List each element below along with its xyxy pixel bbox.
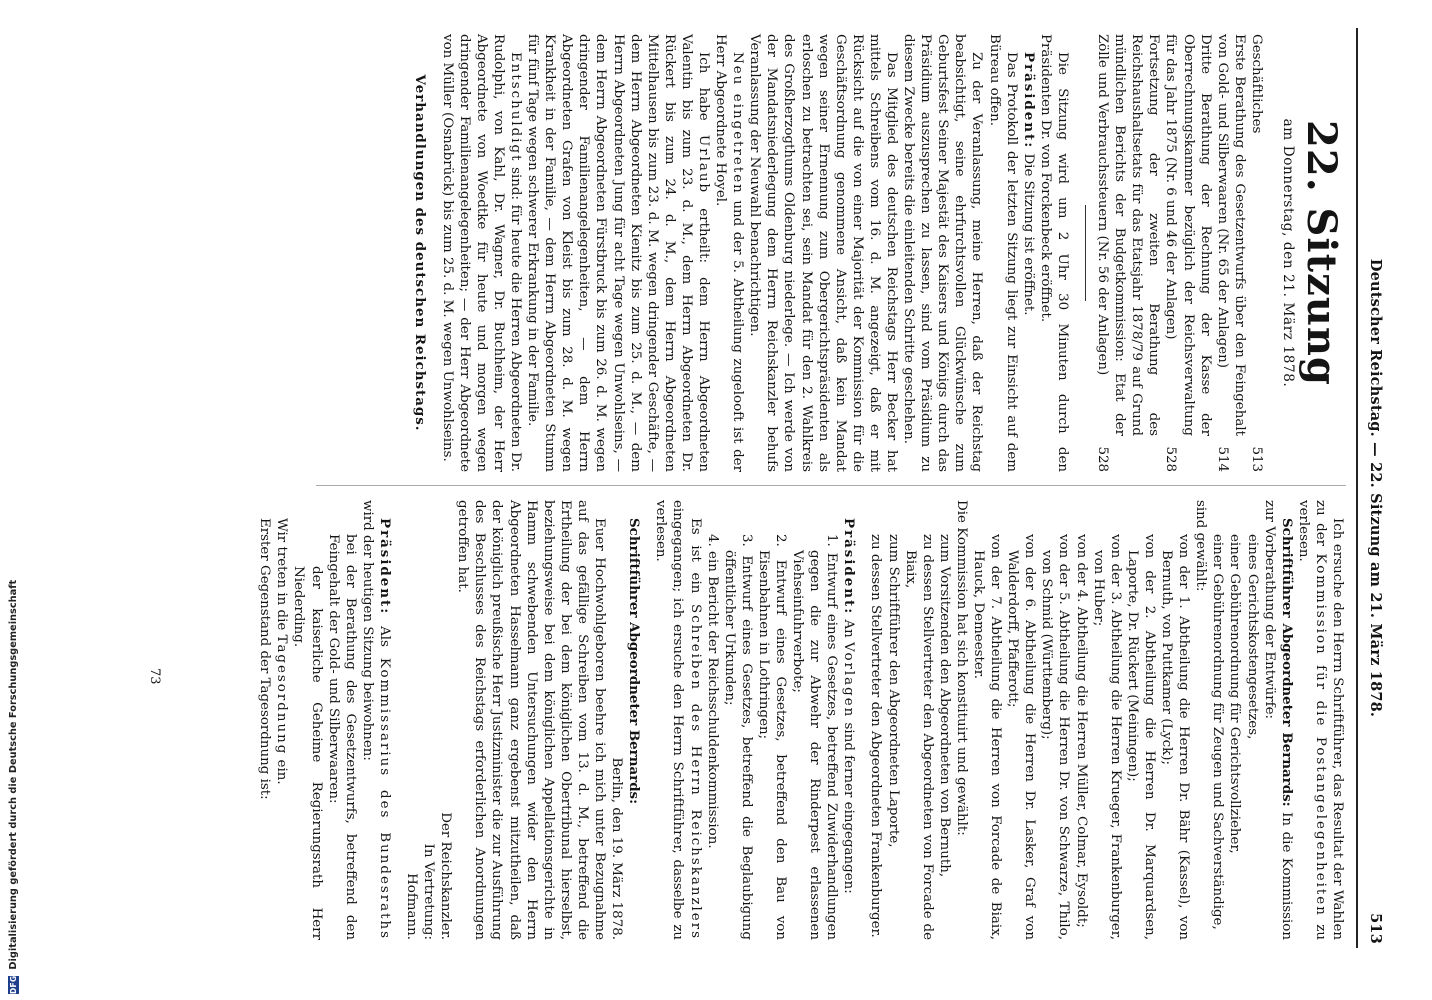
paragraph: Das Protokoll der letzten Sitzung liegt zur Einsicht auf dem Büreau offen. [986,34,1019,472]
member-entry: von der 2. Abtheilung die Herren Dr. Marquardsen, Laporte, Dr. Rückert (Meiningen); [1124,534,1157,940]
toc-entry-page: 528 [1095,446,1111,472]
submissions-list [704,500,841,940]
signature-name: Hofmann. [404,873,420,940]
officer-entry: zu dessen Stellvertreter den Abgeordneten von Forcade de Biaix, [902,534,935,940]
paragraph: Entschuldigt sind: für heute die Herren Abgeordneten Dr. Rudolphi, von Kahl, Dr. Wagner, Dr. Buchheim, der Herr Abgeordnete von Woedtke für heute und morgen wegen dringender Familienangelegenheiten; — der Herr Abgeordnete von Müller (Osnabrück) bis zum 25. d. M. wegen Unwohlseins. [439,34,523,472]
letter-body: Euer Hochwohlgeboren beehre ich mich unter Bezugnahme auf das gefällige Schreiben vom 13. d. M., betreffend die Ertheilung der bei dem königlichen Obertribunal hierselbst, beziehungsweise bei dem königlichen Appellationsgerichte in Hamm schwebenden Untersuchungen wider den Herrn Abgeordneten Hasselmann ganz ergebenst mitzutheilen, daß der königlich preußische Herr Justizminister die zur Ausführung des Beschlusses des Reichstags erforderlichen Anordnungen getroffen hat. [455,500,608,940]
members-list [970,500,1192,940]
session-title: 22. Sitzung [1298,120,1345,386]
left-column [411,34,1346,472]
running-title: Deutscher Reichstag. — 22. Sitzung am 21. März 1878. [1367,258,1384,718]
rotated-sheet [70,28,1392,948]
toc-entry-page: 513 [1248,446,1264,472]
toc-entry [1162,34,1213,472]
submission-item: 1. Entwurf eines Gesetzes, betreffend Zuwiderhandlungen gegen die zur Abwehr der Rinderpest erlassenen Viehseinfuhrverbote; [790,534,840,940]
draft-item: einer Gebührenordnung für Zeugen und Sachverständige, [1210,534,1226,930]
officer-entry: zum Vorsitzenden den Abgeordneten von Bernuth, [936,534,952,878]
constituted-text: Die Kommission hat sich konstituirt und gewählt: [953,500,969,836]
draft-item: einer Gebührenordnung für Gerichtsvollzieher, [1227,534,1243,854]
officers-list [867,500,952,940]
toc-entry [1248,34,1265,472]
dfg-logo-icon: DFG [8,975,18,994]
commissar-name: der kaiserliche Geheime Regierungsrath Herr Niederding. [291,566,324,940]
session-date: am Donnerstag, den 21. März 1878. [1280,118,1296,388]
submission-item: 2. Entwurf eines Gesetzes, betreffend den Bau von Eisenbahnen in Lothringen; [755,534,788,940]
kommission-intro: Ich ersuche den Herrn Schriftführer, das Resultat der Wahlen zu der Kommission für die Postangelegenheiten zu verlesen. [1295,500,1345,940]
sheet-number: 73 [147,668,162,685]
digitisation-credit [6,579,20,994]
member-entry: von der 3. Abtheilung die Herren Krueger, Frankenburger, von Huber; [1090,534,1123,940]
signature-deputy: In Vertretung: [421,843,437,940]
letter-place-date: Berlin, den 19. März 1878. [609,757,625,940]
paragraph: Ich habe Urlaub ertheilt: dem Herrn Abgeordneten Valentin bis zum 23. d. M., dem Herrn Abgeordneten Dr. Rückert bis zum 24. d. M., dem Herrn Abgeordneten Mittelhausen bis zum 23. d. M. wegen dringender Geschäfte, — dem Herrn Abgeordneten Kienitz bis zum 25. d. M., — dem Herrn Abgeordneten Jung für acht Tage wegen Unwohlseins, — dem Herrn Abgeordneten Fürstbruck bis zum 26. d. M. wegen dringender Familienangelegenheiten, — dem Herrn Abgeordneten Grafen von Kleist bis zum 28. d. M. wegen Krankheit in der Familie, — dem Herrn Abgeordneten Stumm für fünf Tage wegen schwerer Erkrankung in der Familie. [525,34,711,473]
submission-item: 4. ein Bericht der Reichsschuldenkommission. [704,534,720,849]
toc-entry-page: 528 [1163,446,1179,472]
paragraph: Das Mitglied des deutschen Reichstags Herr Becker hat mittels Schreibens vom 16. d. M. angezeigt, daß er mit Rücksicht auf die von einer Majorität der Kommission für die Geschäftsordnung genommene Ansicht, daß kein Mandat wegen seiner Ernennung zum Obergerichtspräsidenten als erloschen zu betrachten sei, sein Mandat für den 2. Wahlkreis des Großherzogthums Oldenburg niederlege. — Ich werde von der Mandatsniederlegung dem Herrn Reichskanzler behufs Veranlassung der Neuwahl benachrichtigen. [747,34,900,472]
agenda-first-item: Erster Gegenstand der Tagesordnung ist: [257,518,273,800]
member-entry: von der 6. Abtheilung die Herren Dr. Lasker, Graf von Walderdorff, Pfafferott; [1005,534,1038,940]
paragraph: Zu der Veranlassung, meine Herren, daß der Reichstag beabsichtigt, seine ehrfurchtsvollen Glückwünsche zum Geburtsfest Seiner Majestät des Kaisers und Königs durch das Präsidium auszusprechen zu lassen, sind vom Präsidium zu diesem Zwecke bereits die einleitenden Schritte geschehen. [901,34,985,472]
commissar-topic: bei der Berathung des Gesetzentwurfs, betreffend den Feingehalt der Gold- und Silberwaaren: [325,534,358,940]
president-commissar: Präsident: Als Kommissarius des Bundesraths wird der heutigen Sitzung beiwohnen: [359,500,393,941]
agenda-entry: Wir treten in die Tagesordnung ein. [274,518,290,785]
member-entry: von der 1. Abtheilung die Herren Dr. Bähr (Kassel), von Bernuth, von Puttkamer (Lyck); [1159,534,1192,940]
toc-entry [1094,34,1162,472]
publication-footer: Verhandlungen des deutschen Reichstags. [412,74,429,432]
paragraph: Die Sitzung wird um 2 Uhr 30 Minuten durch den Präsidenten Dr. von Forckenbeck eröffnet. [1037,34,1070,472]
president-submissions: Präsident: An Vorlagen sind ferner eingegangen: [841,518,858,894]
paragraph: Präsident: Die Sitzung ist eröffnet. [1020,52,1037,316]
toc-entry-page: 514 [1214,446,1230,472]
letter-intro: Es ist ein Schreiben des Herrn Reichskanzlers eingegangen; ich ersuche den Herrn Schriftführer, dasselbe zu verlesen. [653,500,703,940]
member-entry: von der 4. Abtheilung die Herren Müller, Colmar, Eysoldt; [1073,534,1089,928]
officer-entry: zu dessen Stellvertreter den Abgeordneten Frankenburger. [868,534,884,938]
right-column [256,500,1346,940]
secretary-text: In die Kommission zur Vorberathung der Entwürfe: [1261,500,1294,940]
toc-entry-text: Fortsetzung der zweiten Berathung des Reichshaushaltsetats für das Etatsjahr 1878/79 auf Grund mündlichen Berichts der Budgetkommission: Etat der Zölle und Verbrauchssteuern (Nr. 56 der Anlagen) [1095,34,1162,436]
paragraph: Neu eingetreten und der 5. Abtheilung zugelooft ist der Herr Abgeordnete Hoyel. [713,34,746,472]
officer-entry: zum Schriftführer den Abgeordneten Laporte, [885,534,901,848]
toc-entry-text: Erste Berathung des Gesetzentwurfs über den Feingehalt von Gold- und Silberwaaren (Nr. 65 der Anlagen) [1214,34,1247,436]
secretary-label: Schriftführer Abgeordneter Bernards: [1278,518,1295,807]
toc-entry-text: Geschäftliches [1248,34,1264,134]
secretary-label-2: Schriftführer Abgeordneter Bernards: [626,518,643,805]
table-of-contents [1094,34,1265,472]
digitisation-credit-text: Digitalisierung gefördert durch die Deutsche Forschungsgemeinschaft [7,579,19,970]
column-divider [316,485,1346,486]
page-number: 513 [1367,913,1384,944]
section-divider [1085,205,1086,301]
drafts-list [1209,500,1260,940]
signature-title: Der Reichskanzler. [438,812,454,940]
toc-entry [1214,34,1248,472]
toc-entry-text: Dritte Berathung der Rechnung der Kasse der Oberrechnungskammer bezüglich der Reichsverwaltung für das Jahr 1875 (Nr. 6 und 46 der Anlagen) [1163,34,1213,436]
submission-item: 3. Entwurf eines Gesetzes, betreffend die Beglaubigung öffentlicher Urkunden; [721,534,754,940]
chosen-text: sind gewählt: [1193,500,1209,592]
member-entry: von der 7. Abtheilung die Herren von Forcade de Biaix, Hauck, Demeester. [971,534,1004,940]
member-entry: von der 5. Abtheilung die Herren Dr. von Schwarze, Thilo, von Schmid (Württemberg); [1039,534,1072,940]
draft-item: eines Gerichtskostengesetzes, [1244,534,1260,740]
header-rule [1356,28,1358,948]
left-paragraphs [439,34,1071,472]
